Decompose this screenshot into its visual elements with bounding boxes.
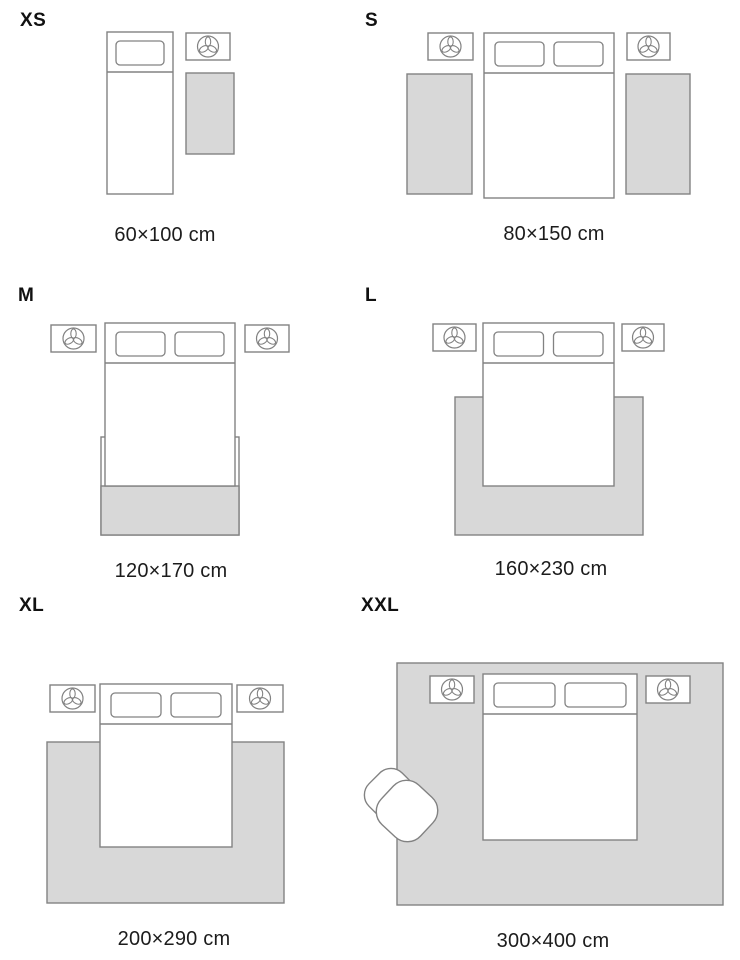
nightstand (237, 685, 283, 712)
rug (407, 74, 472, 194)
size-label-m: M (18, 285, 35, 306)
pillow (565, 683, 626, 707)
pillow (554, 332, 604, 356)
bed (100, 684, 232, 847)
nightstand (245, 325, 289, 352)
size-label-xs: XS (20, 10, 47, 31)
nightstand (428, 33, 473, 60)
size-caption-xxl: 300×400 cm (496, 930, 610, 952)
nightstand (622, 324, 664, 351)
pillow (494, 332, 544, 356)
pillow (171, 693, 221, 717)
bed (107, 32, 173, 194)
size-label-l: L (365, 285, 378, 306)
nightstand (186, 33, 230, 60)
nightstand (50, 685, 95, 712)
pillow (111, 693, 161, 717)
size-label-s: S (365, 10, 379, 31)
size-label-xl: XL (19, 595, 45, 616)
bed (484, 33, 614, 198)
rug (626, 74, 690, 194)
nightstand (646, 676, 690, 703)
size-caption-m: 120×170 cm (114, 560, 228, 582)
pillow (175, 332, 224, 356)
bed (105, 323, 235, 486)
size-caption-l: 160×230 cm (494, 558, 608, 580)
nightstand (51, 325, 96, 352)
size-label-xxl: XXL (361, 595, 400, 616)
pillow (116, 41, 164, 65)
nightstand (627, 33, 670, 60)
bed (483, 323, 614, 486)
size-caption-xs: 60×100 cm (114, 224, 216, 246)
pillow (494, 683, 555, 707)
size-caption-s: 80×150 cm (503, 223, 605, 245)
pillow (495, 42, 544, 66)
pillow (554, 42, 603, 66)
pillow (116, 332, 165, 356)
nightstand (433, 324, 476, 351)
rug (186, 73, 234, 154)
bed (483, 674, 637, 840)
rug (101, 486, 239, 535)
nightstand (430, 676, 474, 703)
size-caption-xl: 200×290 cm (117, 928, 231, 950)
